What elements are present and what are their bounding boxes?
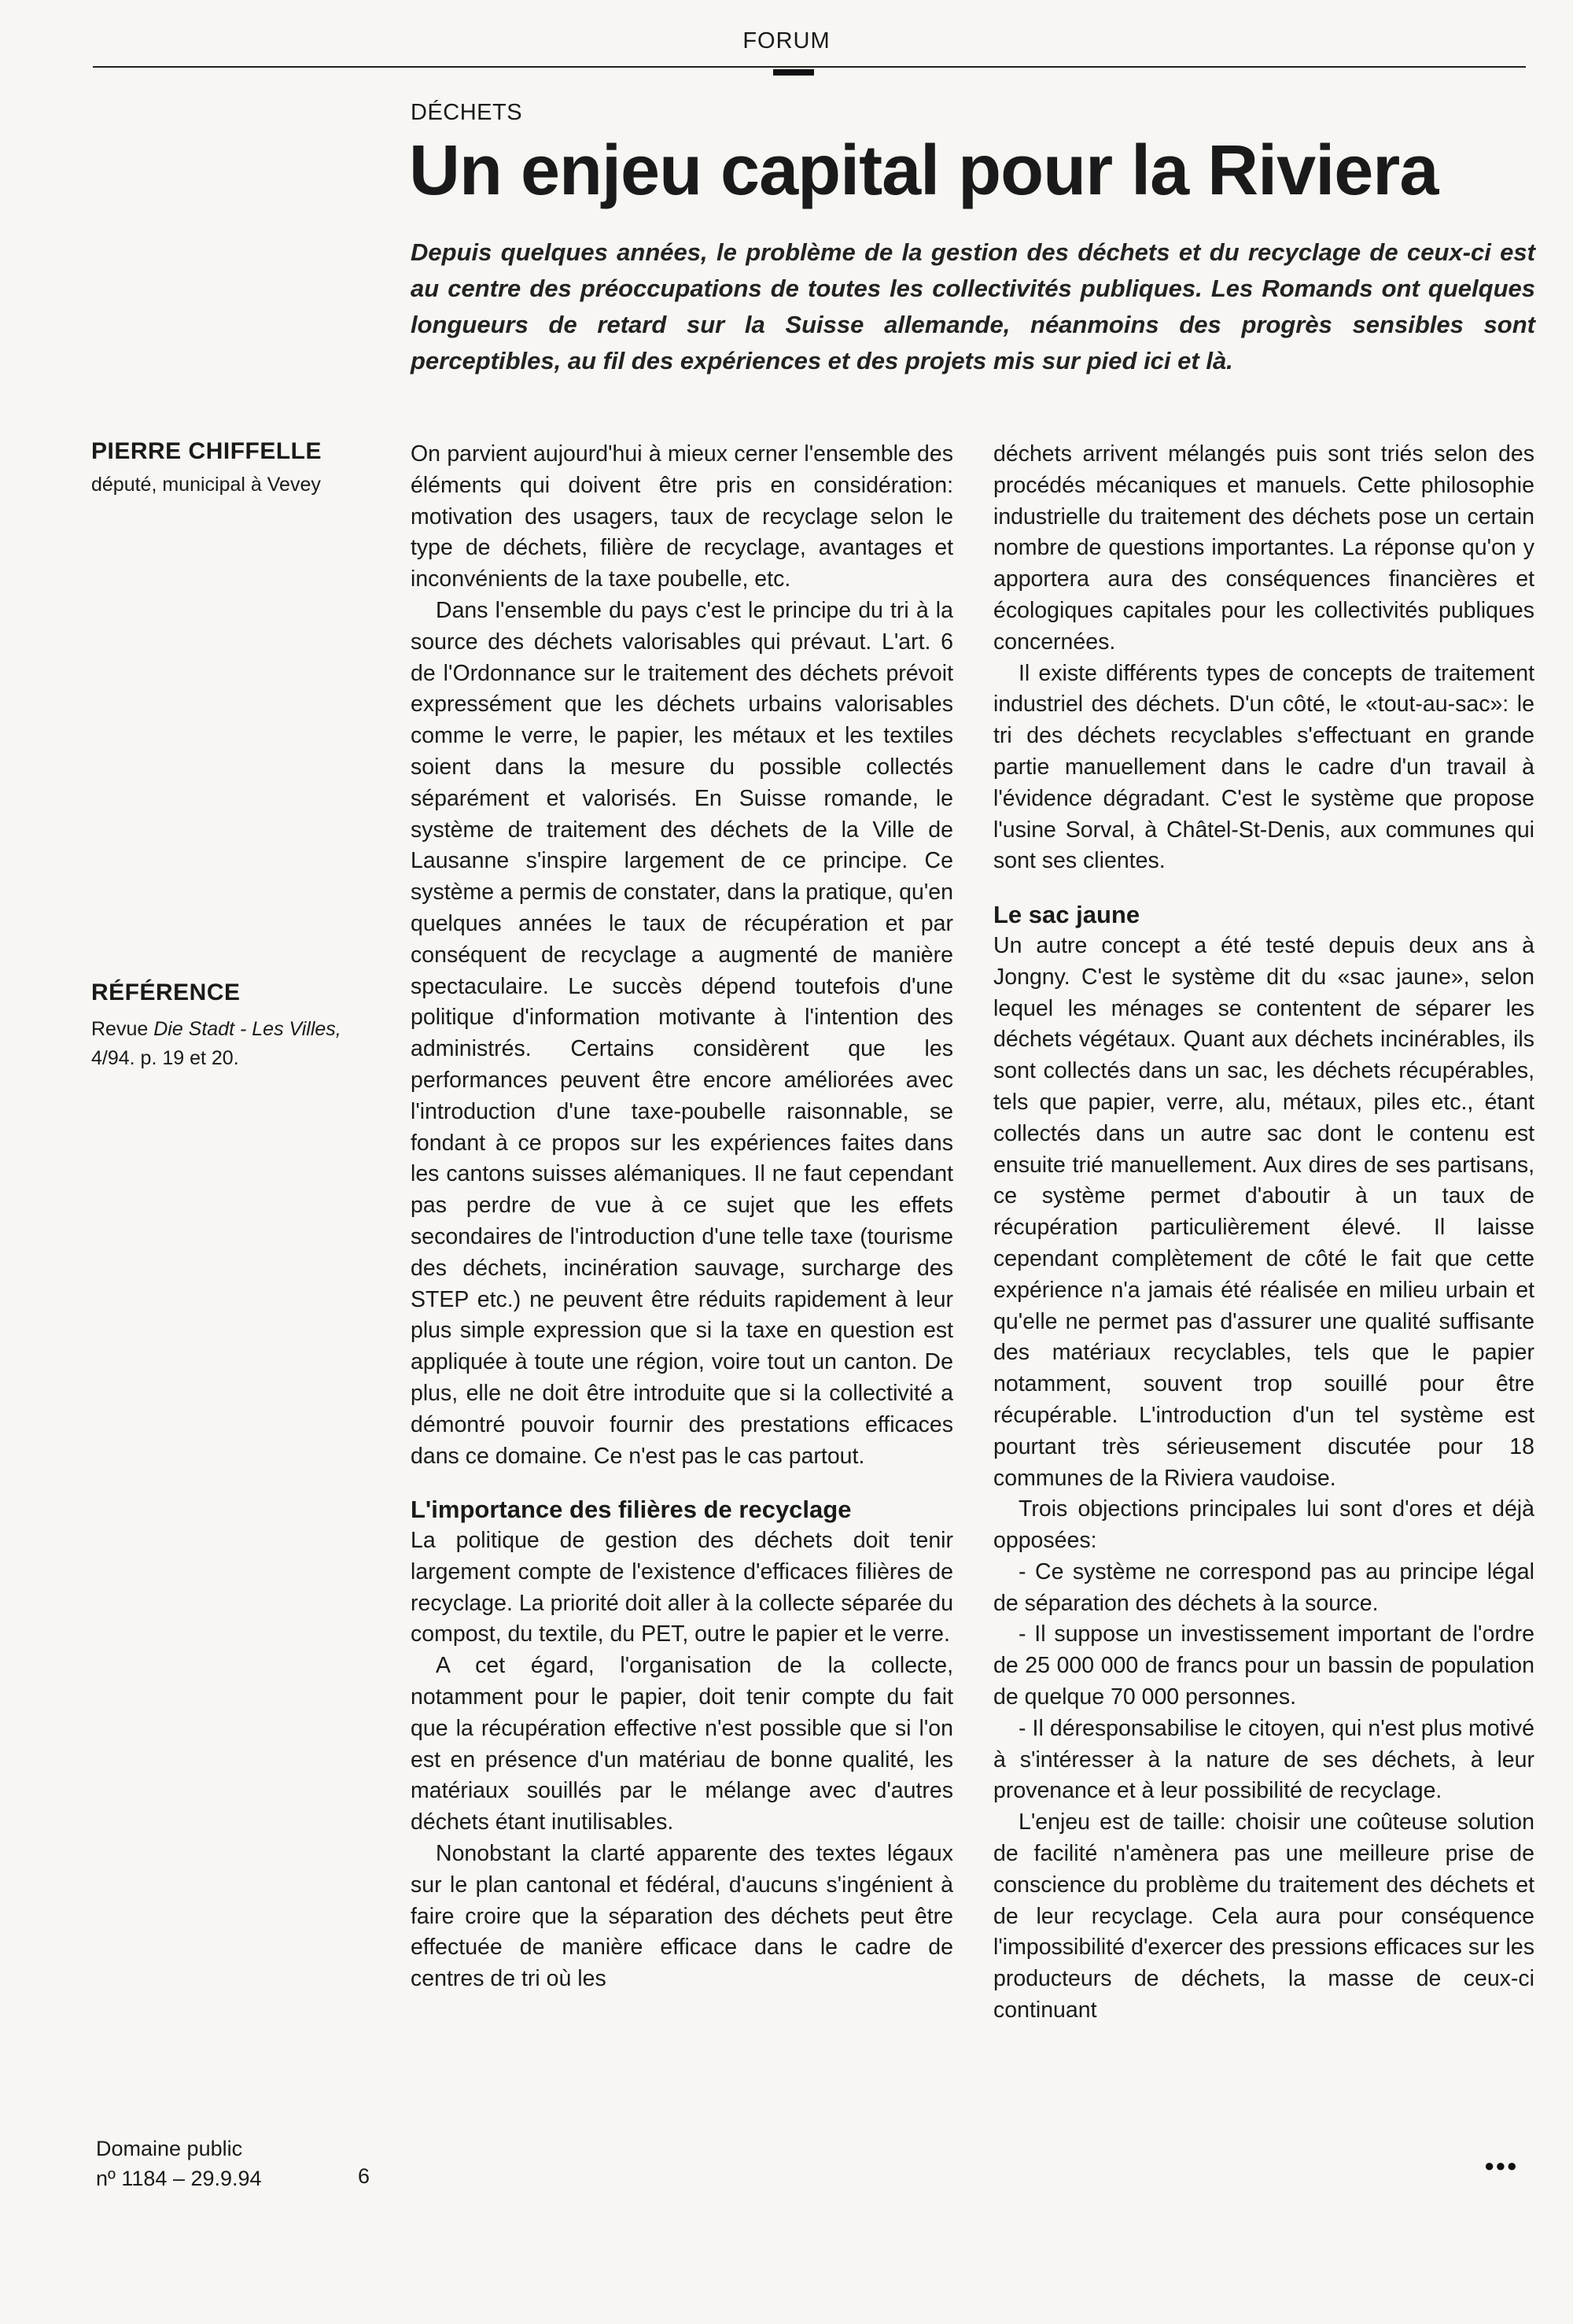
- article-column-2: [993, 439, 1534, 2178]
- paragraph: Dans l'ensemble du pays c'est le principe du tri à la source des déchets valorisables qui prévaut. L'art. 6 de l'Ordonnance sur le traitement des déchets prévoit expressément que les déchets urbains valorisables comme le verre, le papier, les métaux et les textiles soient dans la mesure du possible collectés séparément et valorisés. En Suisse romande, le système de traitement des déchets de la Ville de Lausanne s'inspire largement de ce principe. Ce système a permis de constater, dans la pratique, qu'en quelques années le taux de récupération et par conséquent de recyclage a augmenté de manière spectaculaire. Le succès dépend toutefois d'une politique d'information motivante à l'intention des administrés. Certains considèrent que les performances peuvent être encore améliorées avec l'introduction d'une taxe-poubelle raisonnable, se fondant à ce propos sur les expériences faites dans les cantons suisses alémaniques. Il ne faut cependant pas perdre de vue à ce sujet que les effets secondaires de l'introduction d'une telle taxe (tourisme des déchets, incinération sauvage, surcharge des STEP etc.) ne peuvent être réduits rapidement à leur plus simple expression que si la taxe en question est appliquée à toute une région, voire tout un canton. De plus, elle ne doit être introduite que si la collectivité a démontré pouvoir fournir des prestations efficaces dans ce domaine. Ce n'est pas le cas partout.: [411, 597, 953, 1469]
- author-name: PIERRE CHIFFELLE: [91, 438, 322, 464]
- section-label: FORUM: [742, 28, 831, 53]
- section-marker: [773, 69, 814, 76]
- continued-marker: ●●●: [1484, 2156, 1518, 2175]
- paragraph: A cet égard, l'organisation de la collecte, notamment pour le papier, doit tenir compte du fait que la récupération effective n'est possible que si l'on est en présence d'un matériau de bonne qualité, les matériaux souillés par le mélange avec d'autres déchets étant inutilisables.: [411, 1653, 953, 1835]
- paragraph: Un autre concept a été testé depuis deux ans à Jongny. C'est le système dit du «sac jaune», selon lequel les ménages se contentent de séparer les déchets végétaux. Quant aux déchets incinérables, ils sont collectés dans un sac, les déchets récupérables, tels que papier, verre, alu, métaux, piles etc., étant collectés dans un autre sac dont le contenu est ensuite trié manuellement. Aux dires de ses partisans, ce système permet d'aboutir à un taux de récupération particulièrement élevé. Il laisse cependant complètement de côté le fait que cette expérience n'a jamais été réalisée en milieu urbain et qu'elle ne permet pas d'assurer une qualité suffisante des matériaux recyclables, tels que le papier notamment, souvent trop souillé pour être récupérable. L'introduction d'un tel système est pourtant très sérieusement discutée pour 18 communes de la Riviera vaudoise.: [993, 932, 1534, 1491]
- lead-paragraph: Depuis quelques années, le problème de la gestion des déchets et du recyclage de ceux-ci est au centre des préoccupations de toutes les collectivités publiques. Les Romands ont quelques longueurs de retard sur la Suisse allemande, néanmoins des progrès sensibles sont perceptibles, au fil des expériences et des projets mis sur pied ici et là.: [411, 238, 1535, 374]
- publication-name: Domaine public: [96, 2137, 243, 2160]
- subheading: Le sac jaune: [993, 901, 1140, 929]
- paragraph: L'enjeu est de taille: choisir une coûteuse solution de facilité n'amènera pas une meilleure prise de conscience du problème du traitement des déchets et de leur recyclage. Cela aura pour conséquence l'impossibilité d'exercer des pressions efficaces sur les producteurs de déchets, la masse de ceux-ci continuant: [993, 1809, 1534, 2023]
- kicker: DÉCHETS: [411, 100, 523, 125]
- author-role: député, municipal à Vevey: [91, 474, 321, 496]
- paragraph: Nonobstant la clarté apparente des textes légaux sur le plan cantonal et fédéral, d'aucuns s'ingénient à faire croire que la séparation des déchets peut être effectuée de manière efficace dans le cadre de centres de tri où les: [411, 1841, 953, 1992]
- page-title: Un enjeu capital pour la Riviera: [409, 131, 1439, 210]
- bullet-item: - Ce système ne correspond pas au principe légal de séparation des déchets à la source.: [993, 1559, 1534, 1616]
- paragraph: Trois objections principales lui sont d'ores et déjà opposées:: [993, 1496, 1534, 1554]
- footer-publication: [96, 2134, 262, 2193]
- reference-text: [91, 1015, 374, 1073]
- reference-suffix: 4/94. p. 19 et 20.: [91, 1047, 239, 1069]
- paragraph: La politique de gestion des déchets doit tenir largement compte de l'existence d'efficaces filières de recyclage. La priorité doit aller à la collecte séparée du compost, du textile, du PET, outre le papier et le verre.: [411, 1528, 953, 1647]
- paragraph: On parvient aujourd'hui à mieux cerner l'ensemble des éléments qui doivent être pris en considération: motivation des usagers, taux de recyclage selon le type de déchets, filière de recyclage, avantages et inconvénients de la taxe poubelle, etc.: [411, 441, 953, 592]
- reference-prefix: Revue: [91, 1018, 149, 1040]
- reference-title: RÉFÉRENCE: [91, 979, 241, 1005]
- page-number: 6: [358, 2164, 370, 2188]
- subheading: L'importance des filières de recyclage: [411, 1496, 852, 1524]
- issue-info: nº 1184 – 29.9.94: [96, 2167, 262, 2190]
- reference-journal: Die Stadt - Les Villes,: [153, 1018, 341, 1040]
- bullet-item: - Il suppose un investissement important de l'ordre de 25 000 000 de francs pour un bassin de population de quelque 70 000 personnes.: [993, 1621, 1534, 1710]
- paragraph: déchets arrivent mélangés puis sont triés selon des procédés mécaniques et manuels. Cette philosophie industrielle du traitement des déchets pose un certain nombre de questions importantes. La réponse qu'on y apportera aura des conséquences financières et écologiques capitales pour les collectivités publiques concernées.: [993, 441, 1534, 655]
- bullet-item: - Il déresponsabilise le citoyen, qui n'est plus motivé à s'intéresser à la nature de ses déchets, à leur provenance et à leur possibilité de recyclage.: [993, 1715, 1534, 1804]
- paragraph: Il existe différents types de concepts de traitement industriel des déchets. D'un côté, le «tout-au-sac»: le tri des déchets recyclables s'effectuant en grande partie manuellement dans le cadre d'un travail à l'évidence dégradant. C'est le système que propose l'usine Sorval, à Châtel-St-Denis, aux communes qui sont ses clientes.: [993, 660, 1534, 874]
- top-rule: [93, 66, 1526, 68]
- article-column-1: [411, 439, 953, 2178]
